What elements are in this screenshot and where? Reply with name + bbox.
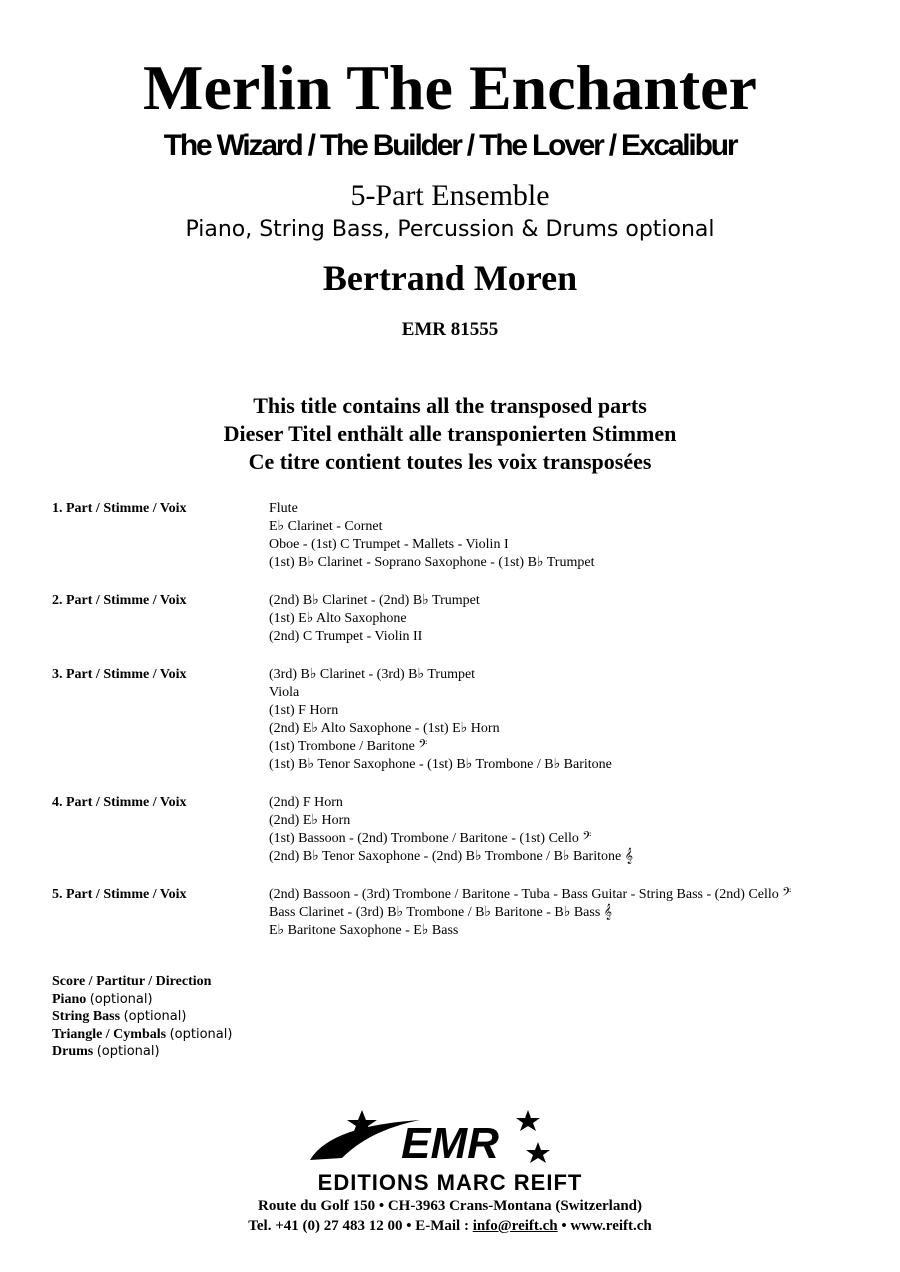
instrument-line: (2nd) C Trumpet - Violin II	[269, 629, 423, 644]
instrument-line: E♭ Baritone Saxophone - E♭ Bass	[269, 923, 459, 938]
extra-name: String Bass	[52, 1009, 121, 1024]
extras-list	[52, 973, 232, 1061]
part-instruments	[269, 500, 594, 572]
notice-en: This title contains all the transposed parts	[253, 393, 647, 418]
title: Merlin The Enchanter	[143, 52, 757, 123]
instrument-line: (2nd) Bassoon - (3rd) Trombone / Baritone - Tuba - Bass Guitar - String Bass - (2nd) Cello 𝄢	[269, 887, 792, 902]
instrument-line: (1st) Bassoon - (2nd) Trombone / Baritone - (1st) Cello 𝄢	[269, 831, 592, 846]
part-instruments	[269, 794, 633, 866]
instrument-line: (2nd) E♭ Horn	[269, 813, 351, 828]
instrument-line: (1st) Trombone / Baritone 𝄢	[269, 739, 428, 754]
instrument-line: Bass Clarinet - (3rd) B♭ Trombone / B♭ Baritone - B♭ Bass 𝄞	[269, 905, 613, 920]
part-row	[52, 794, 872, 866]
part-row	[52, 666, 872, 774]
extra-note: (optional)	[169, 1026, 233, 1042]
part-instruments	[269, 886, 791, 940]
instrument-line: Flute	[269, 501, 298, 516]
extra-item	[52, 1008, 232, 1026]
instrumentation: Piano, String Bass, Percussion & Drums optional	[185, 217, 715, 242]
extra-note: (optional)	[96, 1044, 160, 1059]
part-row	[52, 500, 872, 572]
part-label: 2. Part / Stimme / Voix	[52, 593, 187, 608]
part-label: 1. Part / Stimme / Voix	[52, 501, 187, 516]
extra-note: (optional)	[89, 991, 153, 1007]
subtitle: The Wizard / The Builder / The Lover / Excalibur	[163, 129, 737, 162]
instrument-line: (2nd) B♭ Clarinet - (2nd) B♭ Trumpet	[269, 593, 480, 608]
extra-item	[52, 991, 232, 1009]
instrument-line: (1st) B♭ Clarinet - Soprano Saxophone - (1st) B♭ Trumpet	[269, 555, 595, 570]
extra-item	[52, 973, 232, 991]
extra-name: Piano	[52, 991, 87, 1007]
email-link[interactable]: info@reift.ch	[472, 1218, 558, 1234]
publisher-name: EDITIONS MARC REIFT	[317, 1170, 583, 1195]
transposed-notice	[0, 392, 900, 476]
part-row	[52, 592, 872, 646]
part-label: 3. Part / Stimme / Voix	[52, 667, 187, 682]
website-text: • www.reift.ch	[557, 1218, 652, 1234]
star-icon	[516, 1110, 540, 1131]
instrument-line: (1st) E♭ Alto Saxophone	[269, 611, 407, 626]
logo-emr-text: EMR	[401, 1119, 499, 1168]
extra-item	[52, 1026, 232, 1044]
instrument-line: E♭ Clarinet - Cornet	[269, 519, 383, 534]
part-instruments	[269, 666, 612, 774]
catalog-number: EMR 81555	[401, 319, 499, 340]
instrument-line: (3rd) B♭ Clarinet - (3rd) B♭ Trumpet	[269, 667, 476, 682]
star-icon	[526, 1142, 550, 1163]
instrument-line: (1st) B♭ Tenor Saxophone - (1st) B♭ Trombone / B♭ Baritone	[269, 757, 612, 772]
extra-name: Score / Partitur / Direction	[52, 974, 212, 989]
phone-text: Tel. +41 (0) 27 483 12 00 • E-Mail :	[248, 1218, 473, 1234]
extra-note: (optional)	[123, 1009, 187, 1024]
composer: Bertrand Moren	[322, 258, 578, 298]
notice-de: Dieser Titel enthält alle transponierten Stimmen	[223, 421, 677, 446]
emr-logo	[300, 1108, 600, 1198]
instrument-line: Viola	[269, 685, 300, 700]
publisher-contact	[0, 1218, 900, 1235]
instrument-line: (1st) F Horn	[269, 703, 339, 718]
part-instruments	[269, 592, 480, 646]
notice-fr: Ce titre contient toutes les voix transposées	[248, 449, 652, 474]
extra-item	[52, 1043, 232, 1061]
parts-list	[52, 500, 872, 960]
extra-name: Drums	[52, 1044, 94, 1059]
part-row	[52, 886, 872, 940]
extra-name: Triangle / Cymbals	[52, 1026, 167, 1042]
instrument-line: (2nd) E♭ Alto Saxophone - (1st) E♭ Horn	[269, 721, 500, 736]
instrument-line: Oboe - (1st) C Trumpet - Mallets - Violin I	[269, 537, 509, 552]
part-label: 5. Part / Stimme / Voix	[52, 887, 187, 902]
part-label: 4. Part / Stimme / Voix	[52, 795, 187, 810]
instrument-line: (2nd) B♭ Tenor Saxophone - (2nd) B♭ Trombone / B♭ Baritone 𝄞	[269, 849, 633, 864]
ensemble-type: 5-Part Ensemble	[350, 179, 550, 212]
instrument-line: (2nd) F Horn	[269, 795, 343, 810]
publisher-address: Route du Golf 150 • CH-3963 Crans-Montana (Switzerland)	[258, 1198, 642, 1214]
